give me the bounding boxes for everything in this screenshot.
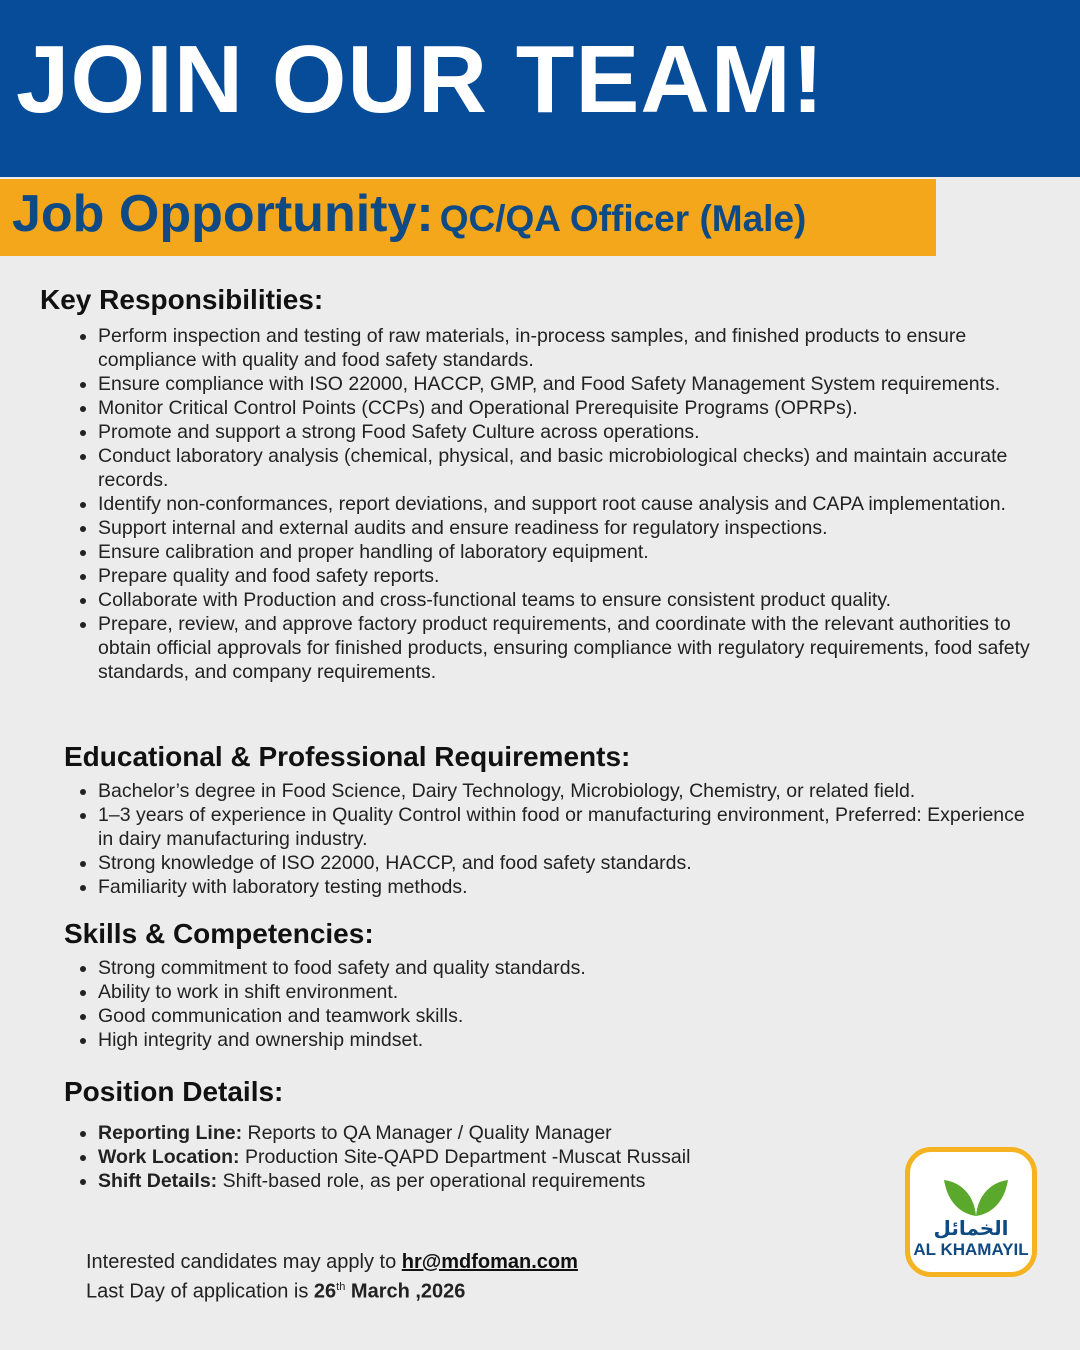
detail-label: Reporting Line: bbox=[98, 1122, 243, 1144]
list-item bbox=[76, 1169, 1036, 1193]
list-item: Conduct laboratory analysis (chemical, physical, and basic microbiological checks) and maintain accurate records. bbox=[76, 444, 1036, 492]
position-list bbox=[76, 1121, 1036, 1193]
list-item: Good communication and teamwork skills. bbox=[76, 1004, 1036, 1028]
list-item: Promote and support a strong Food Safety Culture across operations. bbox=[76, 420, 1036, 444]
apply-info bbox=[86, 1250, 578, 1305]
job-title bbox=[12, 184, 806, 254]
education-list bbox=[76, 779, 1036, 899]
page-title: JOIN OUR TEAM! bbox=[16, 26, 825, 133]
list-item: Familiarity with laboratory testing methods. bbox=[76, 875, 1036, 899]
detail-value: Shift-based role, as per operational requirements bbox=[222, 1170, 646, 1192]
detail-label: Work Location: bbox=[98, 1146, 240, 1168]
logo-brand-text: AL KHAMAYIL bbox=[913, 1240, 1029, 1259]
skills-list bbox=[76, 956, 1036, 1052]
detail-value: Production Site-QAPD Department -Muscat Russail bbox=[244, 1146, 691, 1168]
skills-heading: Skills & Competencies: bbox=[64, 918, 374, 949]
list-item: Identify non-conformances, report deviations, and support root cause analysis and CAPA implementation. bbox=[76, 492, 1036, 516]
list-item: Perform inspection and testing of raw materials, in-process samples, and finished products to ensure compliance with quality and food safety standards. bbox=[76, 324, 1036, 372]
responsibilities-heading: Key Responsibilities: bbox=[40, 284, 324, 315]
list-item: Ensure compliance with ISO 22000, HACCP, GMP, and Food Safety Management System requirements. bbox=[76, 372, 1036, 396]
company-logo bbox=[905, 1147, 1037, 1277]
list-item: Strong commitment to food safety and quality standards. bbox=[76, 956, 1036, 980]
deadline-month-year: March ,2026 bbox=[350, 1280, 466, 1303]
list-item: Prepare, review, and approve factory product requirements, and coordinate with the relevant authorities to obtain official approvals for finished products, ensuring compliance with regulatory requirements, food safety standards, and company requirements. bbox=[76, 612, 1036, 684]
list-item: Strong knowledge of ISO 22000, HACCP, and food safety standards. bbox=[76, 851, 1036, 875]
detail-label: Shift Details: bbox=[98, 1170, 218, 1192]
apply-line bbox=[86, 1250, 578, 1275]
logo-arabic-text: الخمائل bbox=[933, 1216, 1009, 1240]
list-item: Ability to work in shift environment. bbox=[76, 980, 1036, 1004]
responsibilities-list bbox=[76, 324, 1036, 684]
position-heading: Position Details: bbox=[64, 1076, 284, 1107]
apply-prefix: Interested candidates may apply to bbox=[86, 1251, 397, 1273]
list-item bbox=[76, 1145, 1036, 1169]
deadline-prefix: Last Day of application is bbox=[86, 1280, 309, 1303]
deadline-day: 26 bbox=[313, 1280, 337, 1303]
list-item: Ensure calibration and proper handling of laboratory equipment. bbox=[76, 540, 1036, 564]
deadline-day-suffix: th bbox=[336, 1281, 346, 1293]
top-banner bbox=[0, 0, 1080, 177]
job-role: QC/QA Officer (Male) bbox=[439, 198, 807, 239]
list-item: Support internal and external audits and ensure readiness for regulatory inspections. bbox=[76, 516, 1036, 540]
list-item bbox=[76, 1121, 1036, 1145]
list-item: Collaborate with Production and cross-functional teams to ensure consistent product quality. bbox=[76, 588, 1036, 612]
list-item: Bachelor’s degree in Food Science, Dairy Technology, Microbiology, Chemistry, or related field. bbox=[76, 779, 1036, 803]
job-opportunity-label: Job Opportunity: bbox=[12, 185, 434, 243]
list-item: Prepare quality and food safety reports. bbox=[76, 564, 1036, 588]
list-item: 1–3 years of experience in Quality Control within food or manufacturing environment, Preferred: Experience in dairy manufacturing industry. bbox=[76, 803, 1036, 851]
list-item: High integrity and ownership mindset. bbox=[76, 1028, 1036, 1052]
email-link[interactable]: hr@mdfoman.com bbox=[401, 1251, 578, 1273]
list-item: Monitor Critical Control Points (CCPs) and Operational Prerequisite Programs (OPRPs). bbox=[76, 396, 1036, 420]
deadline-line bbox=[86, 1275, 578, 1305]
leaf-icon bbox=[936, 1170, 1016, 1220]
detail-value: Reports to QA Manager / Quality Manager bbox=[247, 1122, 612, 1144]
education-heading: Educational & Professional Requirements: bbox=[64, 741, 631, 772]
